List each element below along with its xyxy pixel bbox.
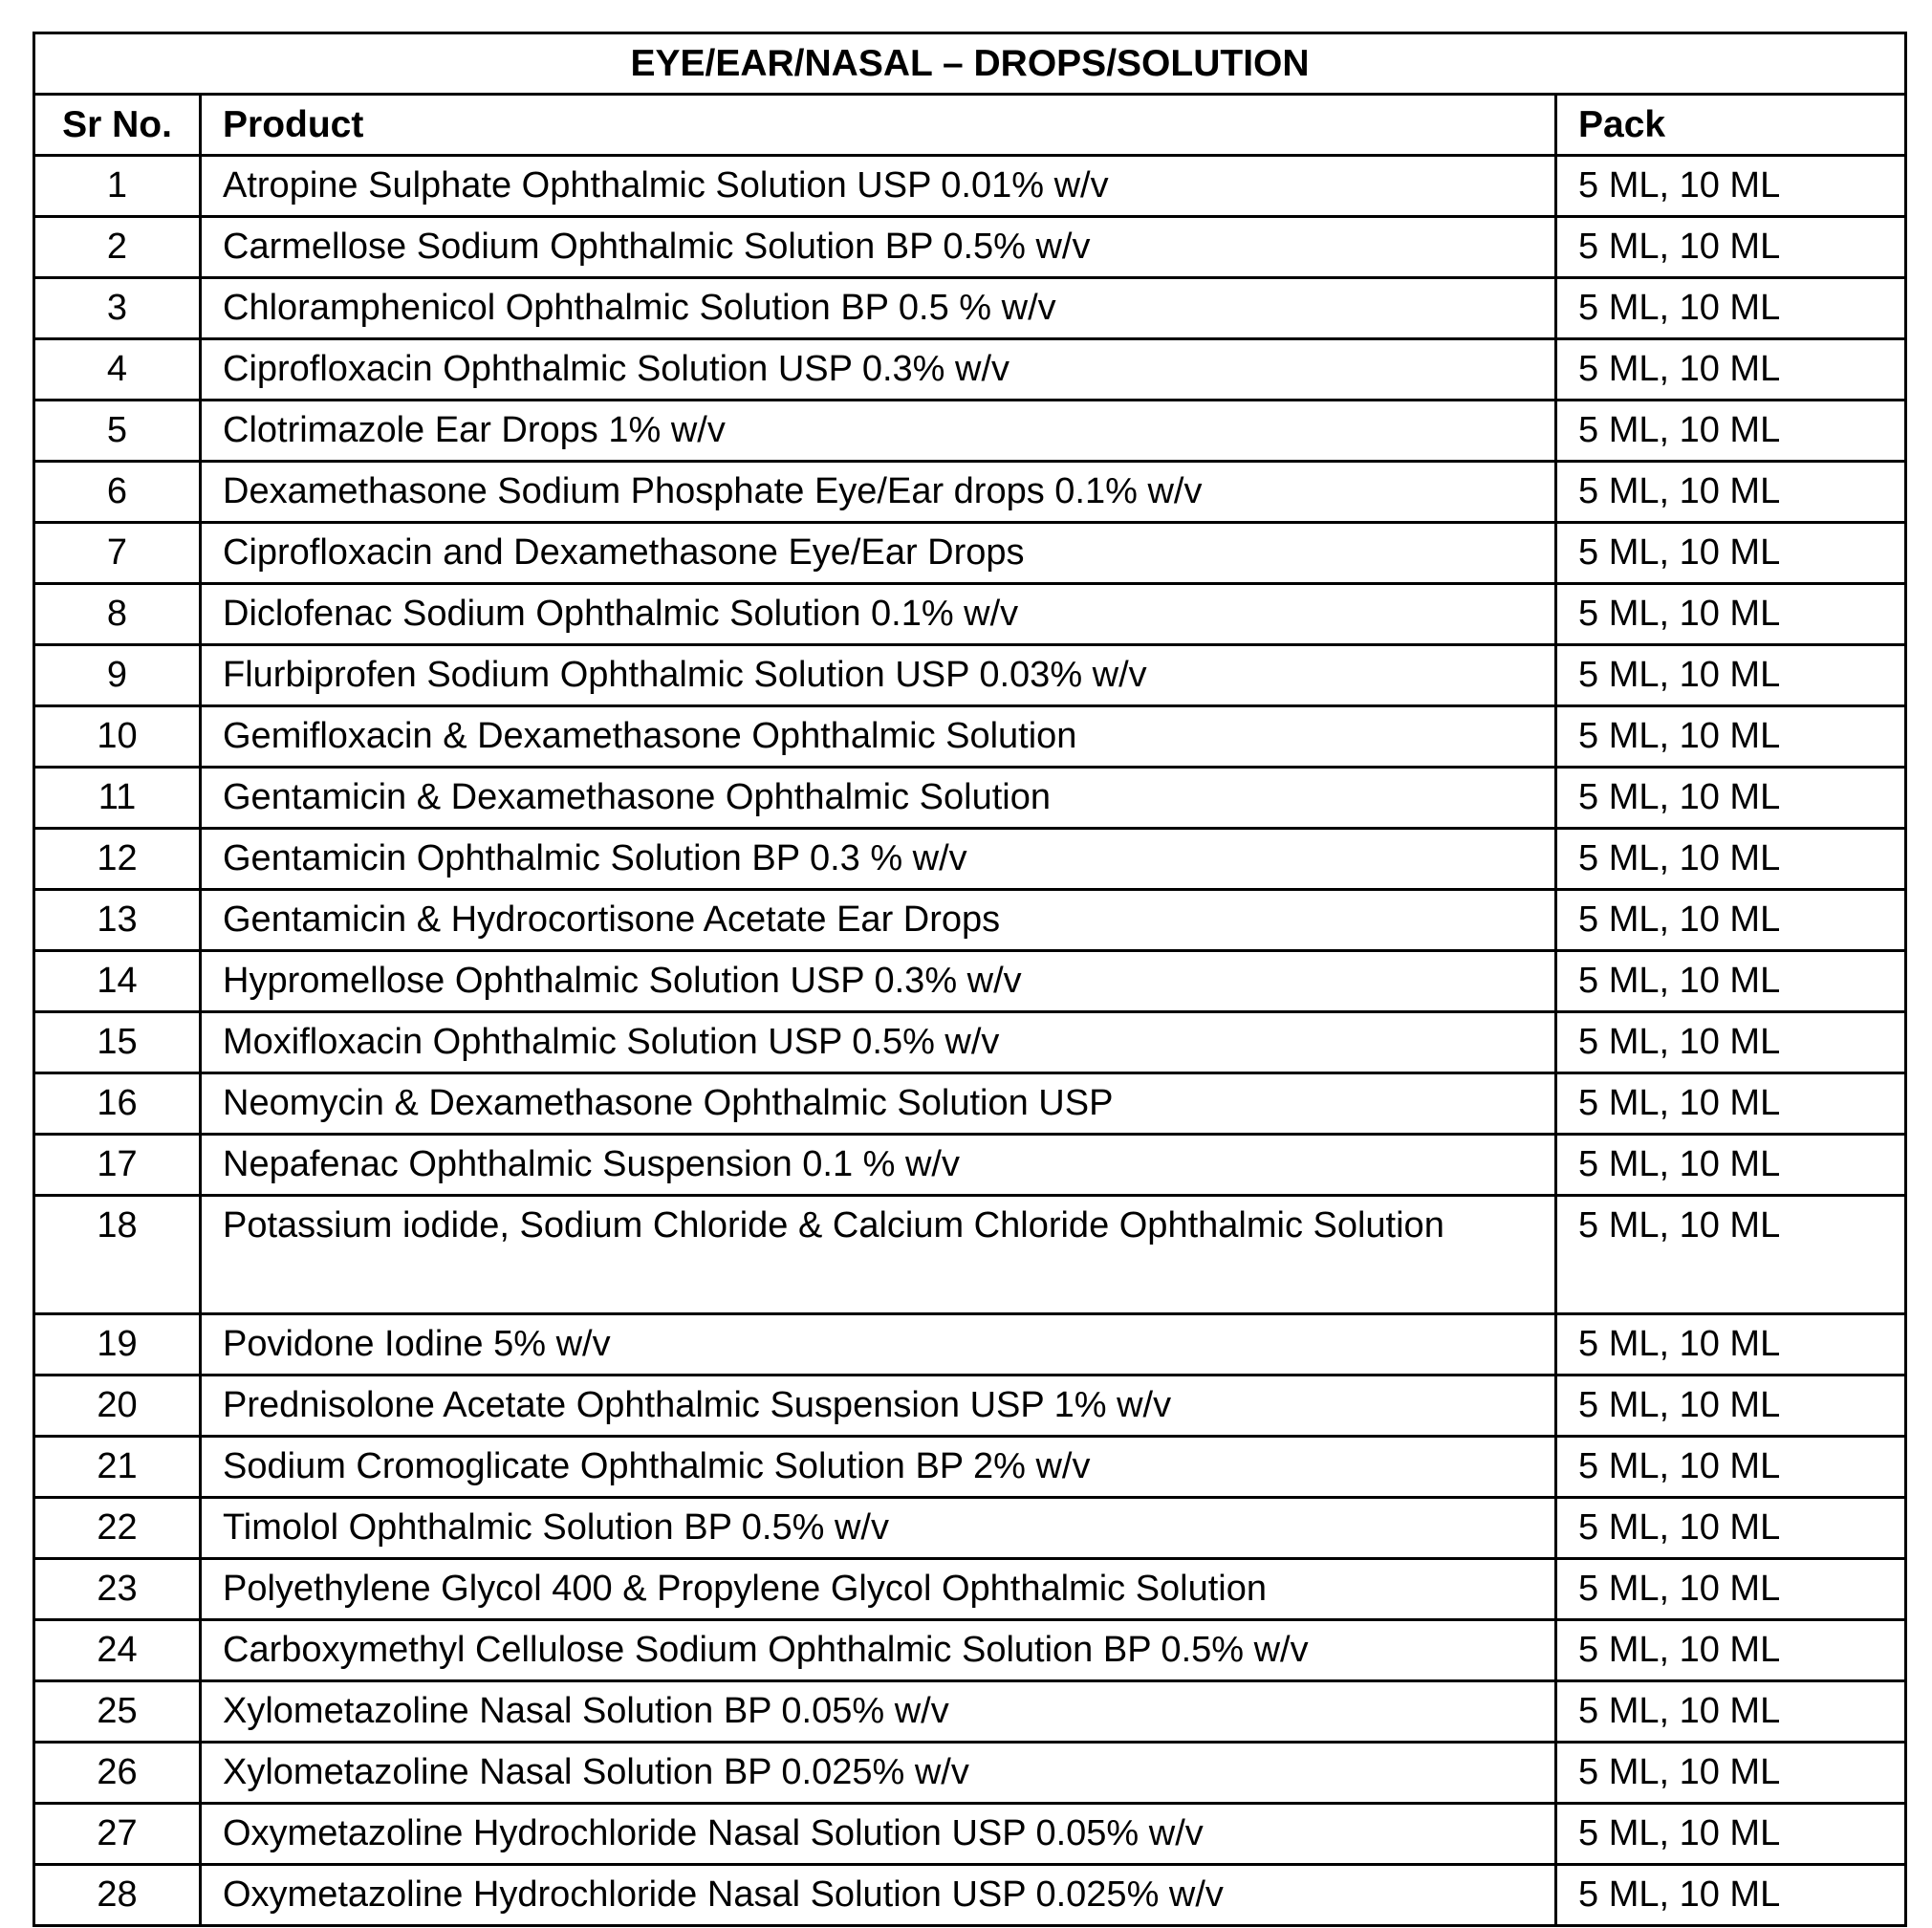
row-product-name: Polyethylene Glycol 400 & Propylene Glycol Ophthalmic Solution: [201, 1559, 1556, 1620]
table-row: [34, 217, 1906, 278]
row-product-name: Nepafenac Ophthalmic Suspension 0.1 % w/v: [201, 1135, 1556, 1196]
row-product-name: Ciprofloxacin and Dexamethasone Eye/Ear Drops: [201, 523, 1556, 584]
row-sr-number: 8: [34, 584, 201, 645]
row-product-name: Gemifloxacin & Dexamethasone Ophthalmic Solution: [201, 706, 1556, 768]
row-pack-size: 5 ML, 10 ML: [1556, 706, 1906, 768]
table-title: EYE/EAR/NASAL – DROPS/SOLUTION: [34, 33, 1906, 95]
row-product-name: Flurbiprofen Sodium Ophthalmic Solution USP 0.03% w/v: [201, 645, 1556, 706]
table-row: [34, 1804, 1906, 1865]
table-row: [34, 462, 1906, 523]
row-pack-size: 5 ML, 10 ML: [1556, 1743, 1906, 1804]
row-pack-size: 5 ML, 10 ML: [1556, 890, 1906, 951]
row-sr-number: 4: [34, 339, 201, 401]
row-sr-number: 15: [34, 1012, 201, 1073]
table-row: [34, 890, 1906, 951]
table-row: [34, 768, 1906, 829]
table-row: [34, 1743, 1906, 1804]
row-sr-number: 14: [34, 951, 201, 1012]
table-row: [34, 645, 1906, 706]
row-pack-size: 5 ML, 10 ML: [1556, 1073, 1906, 1135]
product-table: [33, 32, 1907, 1927]
row-sr-number: 25: [34, 1681, 201, 1743]
row-sr-number: 7: [34, 523, 201, 584]
row-product-name: Moxifloxacin Ophthalmic Solution USP 0.5% w/v: [201, 1012, 1556, 1073]
table-row: [34, 339, 1906, 401]
row-product-name: Chloramphenicol Ophthalmic Solution BP 0.5 % w/v: [201, 278, 1556, 339]
table-row: [34, 1681, 1906, 1743]
row-pack-size: 5 ML, 10 ML: [1556, 1865, 1906, 1926]
row-sr-number: 11: [34, 768, 201, 829]
row-pack-size: 5 ML, 10 ML: [1556, 1804, 1906, 1865]
row-sr-number: 2: [34, 217, 201, 278]
row-pack-size: 5 ML, 10 ML: [1556, 1559, 1906, 1620]
row-product-name: Oxymetazoline Hydrochloride Nasal Solution USP 0.05% w/v: [201, 1804, 1556, 1865]
row-product-name: Gentamicin & Hydrocortisone Acetate Ear Drops: [201, 890, 1556, 951]
table-row: [34, 401, 1906, 462]
table-row: [34, 1012, 1906, 1073]
row-sr-number: 6: [34, 462, 201, 523]
row-pack-size: 5 ML, 10 ML: [1556, 829, 1906, 890]
row-product-name: Ciprofloxacin Ophthalmic Solution USP 0.3% w/v: [201, 339, 1556, 401]
row-sr-number: 26: [34, 1743, 201, 1804]
row-pack-size: 5 ML, 10 ML: [1556, 401, 1906, 462]
table-row: [34, 1620, 1906, 1681]
row-pack-size: 5 ML, 10 ML: [1556, 156, 1906, 217]
row-sr-number: 27: [34, 1804, 201, 1865]
table-row: [34, 1196, 1906, 1314]
row-product-name: Oxymetazoline Hydrochloride Nasal Solution USP 0.025% w/v: [201, 1865, 1556, 1926]
table-row: [34, 156, 1906, 217]
table-row: [34, 1865, 1906, 1926]
row-product-name: Xylometazoline Nasal Solution BP 0.05% w/v: [201, 1681, 1556, 1743]
row-pack-size: 5 ML, 10 ML: [1556, 645, 1906, 706]
row-sr-number: 20: [34, 1376, 201, 1437]
table-row: [34, 829, 1906, 890]
row-sr-number: 5: [34, 401, 201, 462]
table-row: [34, 1559, 1906, 1620]
row-product-name: Carboxymethyl Cellulose Sodium Ophthalmic Solution BP 0.5% w/v: [201, 1620, 1556, 1681]
row-product-name: Povidone Iodine 5% w/v: [201, 1314, 1556, 1376]
row-sr-number: 21: [34, 1437, 201, 1498]
row-sr-number: 17: [34, 1135, 201, 1196]
table-row: [34, 584, 1906, 645]
table-header-row: [34, 95, 1906, 156]
row-sr-number: 1: [34, 156, 201, 217]
row-pack-size: 5 ML, 10 ML: [1556, 1012, 1906, 1073]
row-product-name: Diclofenac Sodium Ophthalmic Solution 0.1% w/v: [201, 584, 1556, 645]
row-pack-size: 5 ML, 10 ML: [1556, 1498, 1906, 1559]
row-product-name: Dexamethasone Sodium Phosphate Eye/Ear drops 0.1% w/v: [201, 462, 1556, 523]
row-pack-size: 5 ML, 10 ML: [1556, 1437, 1906, 1498]
table-row: [34, 1314, 1906, 1376]
row-sr-number: 13: [34, 890, 201, 951]
row-product-name: Carmellose Sodium Ophthalmic Solution BP 0.5% w/v: [201, 217, 1556, 278]
row-sr-number: 9: [34, 645, 201, 706]
row-product-name: Hypromellose Ophthalmic Solution USP 0.3% w/v: [201, 951, 1556, 1012]
table-row: [34, 278, 1906, 339]
row-pack-size: 5 ML, 10 ML: [1556, 1135, 1906, 1196]
row-sr-number: 16: [34, 1073, 201, 1135]
row-sr-number: 10: [34, 706, 201, 768]
row-product-name: Clotrimazole Ear Drops 1% w/v: [201, 401, 1556, 462]
row-pack-size: 5 ML, 10 ML: [1556, 523, 1906, 584]
table-row: [34, 1376, 1906, 1437]
row-product-name: Potassium iodide, Sodium Chloride & Calcium Chloride Ophthalmic Solution: [201, 1196, 1556, 1314]
table-row: [34, 1073, 1906, 1135]
row-product-name: Gentamicin Ophthalmic Solution BP 0.3 % w/v: [201, 829, 1556, 890]
row-pack-size: 5 ML, 10 ML: [1556, 462, 1906, 523]
row-pack-size: 5 ML, 10 ML: [1556, 951, 1906, 1012]
row-product-name: Xylometazoline Nasal Solution BP 0.025% w/v: [201, 1743, 1556, 1804]
table-row: [34, 1498, 1906, 1559]
row-sr-number: 12: [34, 829, 201, 890]
row-product-name: Timolol Ophthalmic Solution BP 0.5% w/v: [201, 1498, 1556, 1559]
row-product-name: Sodium Cromoglicate Ophthalmic Solution BP 2% w/v: [201, 1437, 1556, 1498]
row-product-name: Gentamicin & Dexamethasone Ophthalmic Solution: [201, 768, 1556, 829]
row-pack-size: 5 ML, 10 ML: [1556, 217, 1906, 278]
row-sr-number: 18: [34, 1196, 201, 1314]
table-row: [34, 1135, 1906, 1196]
column-header-sr-no: Sr No.: [34, 95, 201, 156]
row-sr-number: 28: [34, 1865, 201, 1926]
table-body: [34, 156, 1906, 1926]
row-pack-size: 5 ML, 10 ML: [1556, 1196, 1906, 1314]
row-pack-size: 5 ML, 10 ML: [1556, 339, 1906, 401]
table-row: [34, 523, 1906, 584]
row-pack-size: 5 ML, 10 ML: [1556, 1620, 1906, 1681]
row-sr-number: 23: [34, 1559, 201, 1620]
row-pack-size: 5 ML, 10 ML: [1556, 278, 1906, 339]
column-header-pack: Pack: [1556, 95, 1906, 156]
row-sr-number: 24: [34, 1620, 201, 1681]
table-row: [34, 1437, 1906, 1498]
row-pack-size: 5 ML, 10 ML: [1556, 1681, 1906, 1743]
row-product-name: Prednisolone Acetate Ophthalmic Suspension USP 1% w/v: [201, 1376, 1556, 1437]
row-pack-size: 5 ML, 10 ML: [1556, 1314, 1906, 1376]
table-row: [34, 951, 1906, 1012]
column-header-product: Product: [201, 95, 1556, 156]
row-pack-size: 5 ML, 10 ML: [1556, 768, 1906, 829]
table-row: [34, 706, 1906, 768]
row-sr-number: 22: [34, 1498, 201, 1559]
row-pack-size: 5 ML, 10 ML: [1556, 1376, 1906, 1437]
row-product-name: Atropine Sulphate Ophthalmic Solution USP 0.01% w/v: [201, 156, 1556, 217]
table-title-row: [34, 33, 1906, 95]
row-product-name: Neomycin & Dexamethasone Ophthalmic Solution USP: [201, 1073, 1556, 1135]
row-sr-number: 19: [34, 1314, 201, 1376]
row-sr-number: 3: [34, 278, 201, 339]
row-pack-size: 5 ML, 10 ML: [1556, 584, 1906, 645]
